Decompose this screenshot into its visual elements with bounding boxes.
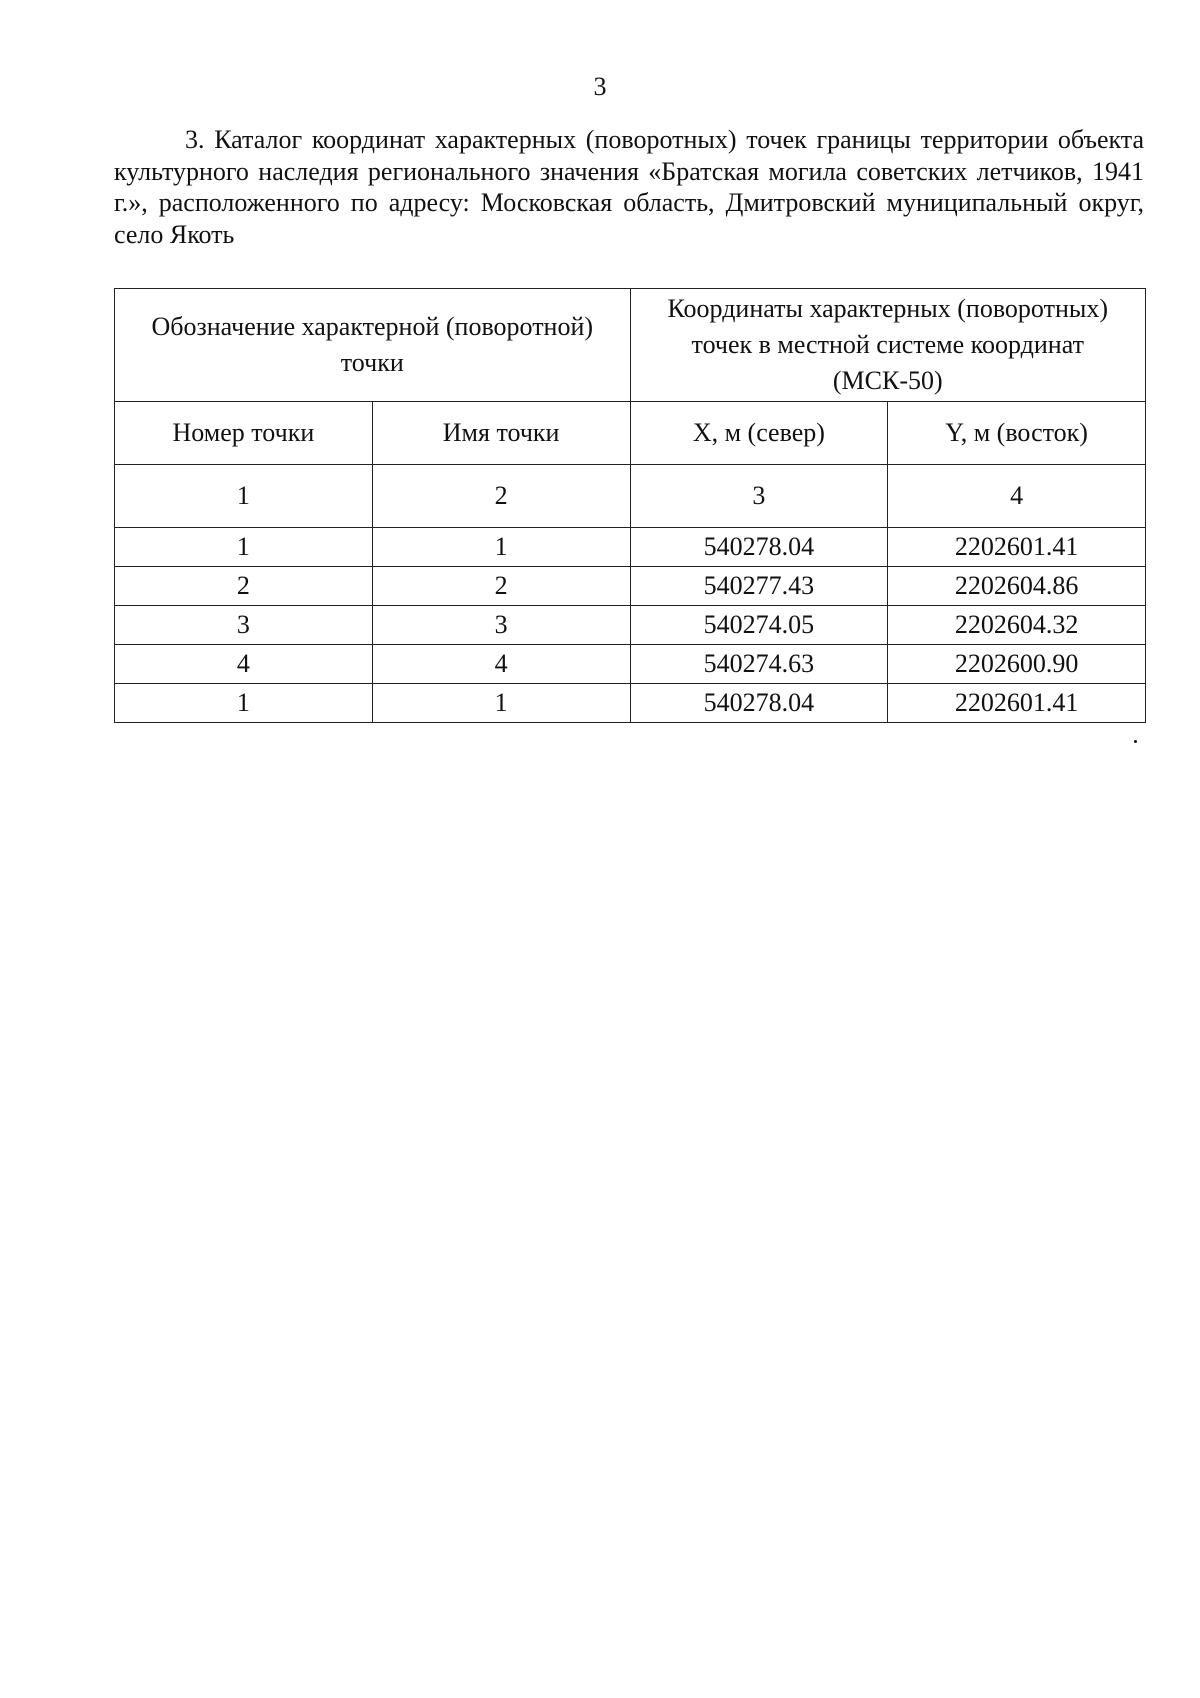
column-number: 3: [630, 465, 888, 528]
table-row: [115, 567, 1146, 606]
cell-y: 2202600.90: [888, 645, 1146, 684]
cell-y: 2202604.32: [888, 606, 1146, 645]
table-row: [115, 645, 1146, 684]
table-column-number-row: [115, 465, 1146, 528]
coordinates-table: [114, 288, 1146, 723]
cell-x: 540274.05: [630, 606, 888, 645]
cell-x: 540274.63: [630, 645, 888, 684]
group-header-coordinates: Координаты характерных (поворотных) точек в местной системе координат (МСК-50): [630, 289, 1146, 402]
column-header-y: Y, м (восток): [888, 402, 1146, 465]
cell-point-name: 3: [372, 606, 630, 645]
column-number: 1: [115, 465, 373, 528]
cell-x: 540278.04: [630, 528, 888, 567]
cell-point-name: 2: [372, 567, 630, 606]
group-header-point-designation: Обозначение характерной (поворотной) точки: [115, 289, 631, 402]
cell-point-name: 1: [372, 528, 630, 567]
page-number: 3: [593, 72, 607, 101]
column-number: 4: [888, 465, 1146, 528]
cell-x: 540278.04: [630, 684, 888, 723]
column-header-x: X, м (север): [630, 402, 888, 465]
table-row: [115, 606, 1146, 645]
end-mark-dot: [1134, 740, 1137, 743]
table-group-header-row: [115, 289, 1146, 402]
table-row: [115, 528, 1146, 567]
cell-point-number: 1: [115, 528, 373, 567]
intro-paragraph: 3. Каталог координат характерных (поворотных) точек границы территории объекта культурного наследия регионального значения «Братская могила советских летчиков, 1941 г.», расположенного по адресу: Московская область, Дмитровский муниципальный округ, село Якоть: [114, 125, 1144, 249]
cell-x: 540277.43: [630, 567, 888, 606]
cell-y: 2202604.86: [888, 567, 1146, 606]
table-row: [115, 684, 1146, 723]
cell-point-number: 2: [115, 567, 373, 606]
column-number: 2: [372, 465, 630, 528]
cell-y: 2202601.41: [888, 684, 1146, 723]
cell-point-number: 4: [115, 645, 373, 684]
column-header-point-number: Номер точки: [115, 402, 373, 465]
cell-point-number: 1: [115, 684, 373, 723]
cell-point-name: 1: [372, 684, 630, 723]
cell-point-number: 3: [115, 606, 373, 645]
table-column-header-row: [115, 402, 1146, 465]
cell-y: 2202601.41: [888, 528, 1146, 567]
column-header-point-name: Имя точки: [372, 402, 630, 465]
cell-point-name: 4: [372, 645, 630, 684]
